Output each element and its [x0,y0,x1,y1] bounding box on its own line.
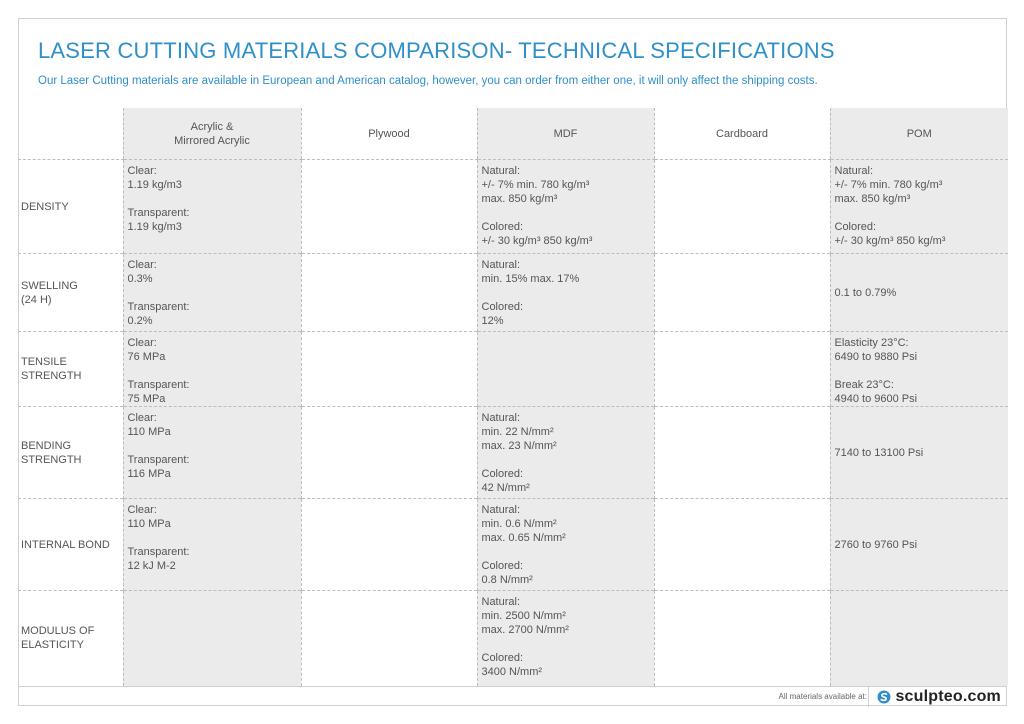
cell-bending-acrylic: Clear: 110 MPa Transparent: 116 MPa [123,407,301,499]
cell-density-mdf: Natural: +/- 7% min. 780 kg/m³ max. 850 kg/m³ Colored: +/- 30 kg/m³ 850 kg/m³ [477,160,654,254]
cell-swelling-mdf: Natural: min. 15% max. 17% Colored: 12% [477,254,654,332]
row-label-swelling: SWELLING (24 H) [18,254,123,332]
page-subtitle: Our Laser Cutting materials are available in European and American catalog, however, you can order from either one, it will only affect the shipping costs. [38,75,818,87]
footer [18,686,1007,707]
sculpteo-logo-icon [877,690,891,704]
cell-density-plywood [301,160,477,254]
column-header-acrylic: Acrylic & Mirrored Acrylic [123,108,301,160]
cell-density-acrylic: Clear: 1.19 kg/m3 Transparent: 1.19 kg/m3 [123,160,301,254]
cell-bending-pom: 7140 to 13100 Psi [830,407,1008,499]
cell-tensile-mdf [477,332,654,407]
cell-internal-mdf: Natural: min. 0.6 N/mm² max. 0.65 N/mm² Colored: 0.8 N/mm² [477,499,654,591]
cell-swelling-cardboard [654,254,830,332]
corner-cell [18,108,123,160]
row-label-internal-bond: INTERNAL BOND [18,499,123,591]
row-label-bending: BENDING STRENGTH [18,407,123,499]
cell-internal-acrylic: Clear: 110 MPa Transparent: 12 kJ M-2 [123,499,301,591]
cell-internal-pom: 2760 to 9760 Psi [830,499,1008,591]
table-header-row [18,108,1008,160]
cell-modulus-pom [830,591,1008,686]
cell-tensile-acrylic: Clear: 76 MPa Transparent: 75 MPa [123,332,301,407]
cell-modulus-mdf: Natural: min. 2500 N/mm² max. 2700 N/mm² Colored: 3400 N/mm² [477,591,654,686]
cell-internal-cardboard [654,499,830,591]
cell-modulus-plywood [301,591,477,686]
cell-swelling-pom: 0.1 to 0.79% [830,254,1008,332]
column-header-plywood: Plywood [301,108,477,160]
cell-internal-plywood [301,499,477,591]
column-header-mdf: MDF [477,108,654,160]
page-title: LASER CUTTING MATERIALS COMPARISON- TECHNICAL SPECIFICATIONS [38,38,835,63]
cell-tensile-plywood [301,332,477,407]
cell-swelling-acrylic: Clear: 0.3% Transparent: 0.2% [123,254,301,332]
sculpteo-logo-text: sculpteo.com [895,688,1001,705]
cell-density-pom: Natural: +/- 7% min. 780 kg/m³ max. 850 kg/m³ Colored: +/- 30 kg/m³ 850 kg/m³ [830,160,1008,254]
footer-note: All materials available at: [778,692,867,701]
table-row-modulus [18,591,1008,686]
table-row-bending [18,407,1008,499]
column-header-pom: POM [830,108,1008,160]
cell-bending-cardboard [654,407,830,499]
table-row-swelling [18,254,1008,332]
cell-modulus-cardboard [654,591,830,686]
cell-swelling-plywood [301,254,477,332]
row-label-modulus: MODULUS OF ELASTICITY [18,591,123,686]
spec-table [18,108,1008,686]
cell-bending-mdf: Natural: min. 22 N/mm² max. 23 N/mm² Colored: 42 N/mm² [477,407,654,499]
cell-tensile-pom: Elasticity 23°C: 6490 to 9880 Psi Break 23°C: 4940 to 9600 Psi [830,332,1008,407]
table-row-density [18,160,1008,254]
cell-density-cardboard [654,160,830,254]
sculpteo-logo [868,687,1001,707]
row-label-tensile: TENSILE STRENGTH [18,332,123,407]
table-row-tensile [18,332,1008,407]
row-label-density: DENSITY [18,160,123,254]
cell-modulus-acrylic [123,591,301,686]
column-header-cardboard: Cardboard [654,108,830,160]
cell-tensile-cardboard [654,332,830,407]
cell-bending-plywood [301,407,477,499]
table-row-internal-bond [18,499,1008,591]
